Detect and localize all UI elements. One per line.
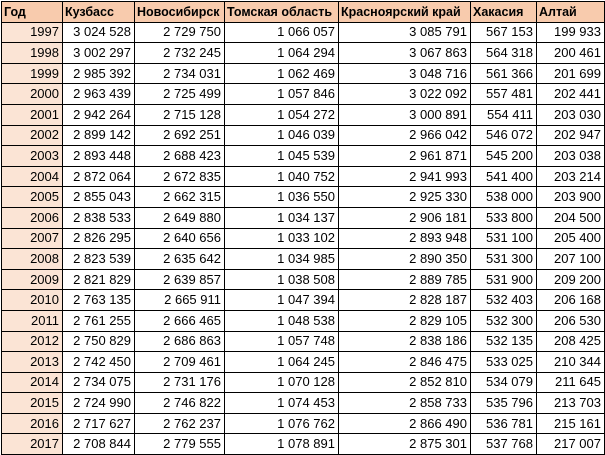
value-cell[interactable]: 2 961 871 <box>339 146 471 167</box>
year-cell[interactable]: 2010 <box>2 290 63 311</box>
value-cell[interactable]: 2 963 439 <box>63 84 135 105</box>
value-cell[interactable]: 3 024 528 <box>63 22 135 43</box>
value-cell[interactable]: 3 022 092 <box>339 84 471 105</box>
table-row <box>2 104 605 125</box>
value-cell[interactable]: 2 725 499 <box>135 84 225 105</box>
value-cell[interactable]: 554 411 <box>471 104 537 125</box>
value-cell[interactable]: 535 796 <box>471 393 537 414</box>
value-cell[interactable]: 199 933 <box>537 22 605 43</box>
value-cell[interactable]: 2 717 627 <box>63 413 135 434</box>
value-cell[interactable]: 2 672 835 <box>135 166 225 187</box>
value-cell[interactable]: 210 344 <box>537 352 605 373</box>
value-cell[interactable]: 2 734 075 <box>63 372 135 393</box>
table-row <box>2 43 605 64</box>
value-cell[interactable]: 203 900 <box>537 187 605 208</box>
value-cell[interactable]: 2 763 135 <box>63 290 135 311</box>
value-cell[interactable]: 1 038 508 <box>225 269 339 290</box>
value-cell[interactable]: 203 030 <box>537 104 605 125</box>
value-cell[interactable]: 2 846 475 <box>339 352 471 373</box>
year-cell[interactable]: 2007 <box>2 228 63 249</box>
year-cell[interactable]: 1997 <box>2 22 63 43</box>
year-cell[interactable]: 2000 <box>2 84 63 105</box>
year-cell[interactable]: 2017 <box>2 434 63 455</box>
value-cell[interactable]: 2 858 733 <box>339 393 471 414</box>
value-cell[interactable]: 215 161 <box>537 413 605 434</box>
year-cell[interactable]: 2005 <box>2 187 63 208</box>
value-cell[interactable]: 2 889 785 <box>339 269 471 290</box>
year-cell[interactable]: 2001 <box>2 104 63 125</box>
table-row <box>2 331 605 352</box>
year-cell[interactable]: 2011 <box>2 310 63 331</box>
value-cell[interactable]: 2 662 315 <box>135 187 225 208</box>
value-cell[interactable]: 3 085 791 <box>339 22 471 43</box>
value-cell[interactable]: 531 300 <box>471 249 537 270</box>
table-row <box>2 146 605 167</box>
value-cell[interactable]: 2 746 822 <box>135 393 225 414</box>
table-row <box>2 84 605 105</box>
table-row <box>2 207 605 228</box>
value-cell[interactable]: 211 645 <box>537 372 605 393</box>
value-cell[interactable]: 1 057 748 <box>225 331 339 352</box>
value-cell[interactable]: 1 062 469 <box>225 63 339 84</box>
value-cell[interactable]: 2 639 857 <box>135 269 225 290</box>
value-cell[interactable]: 1 070 128 <box>225 372 339 393</box>
value-cell[interactable]: 1 074 453 <box>225 393 339 414</box>
table-body <box>2 22 605 454</box>
value-cell[interactable]: 567 153 <box>471 22 537 43</box>
table-row <box>2 372 605 393</box>
header-row <box>2 2 605 23</box>
value-cell[interactable]: 534 079 <box>471 372 537 393</box>
year-cell[interactable]: 2012 <box>2 331 63 352</box>
value-cell[interactable]: 206 168 <box>537 290 605 311</box>
value-cell[interactable]: 1 045 539 <box>225 146 339 167</box>
value-cell[interactable]: 2 640 656 <box>135 228 225 249</box>
table-row <box>2 187 605 208</box>
value-cell[interactable]: 2 893 948 <box>339 228 471 249</box>
value-cell[interactable]: 532 300 <box>471 310 537 331</box>
header-novosibirsk[interactable]: Новосибирск <box>135 2 225 23</box>
value-cell[interactable]: 2 826 295 <box>63 228 135 249</box>
value-cell[interactable]: 545 200 <box>471 146 537 167</box>
table-row <box>2 166 605 187</box>
value-cell[interactable]: 202 441 <box>537 84 605 105</box>
value-cell[interactable]: 1 034 985 <box>225 249 339 270</box>
header-tomsk[interactable]: Томская область <box>225 2 339 23</box>
table-row <box>2 63 605 84</box>
value-cell[interactable]: 546 072 <box>471 125 537 146</box>
header-kuzbass[interactable]: Кузбасс <box>63 2 135 23</box>
value-cell[interactable]: 209 200 <box>537 269 605 290</box>
year-cell[interactable]: 1999 <box>2 63 63 84</box>
year-cell[interactable]: 2016 <box>2 413 63 434</box>
value-cell[interactable]: 3 048 716 <box>339 63 471 84</box>
value-cell[interactable]: 1 064 245 <box>225 352 339 373</box>
value-cell[interactable]: 561 366 <box>471 63 537 84</box>
value-cell[interactable]: 557 481 <box>471 84 537 105</box>
value-cell[interactable]: 208 425 <box>537 331 605 352</box>
value-cell[interactable]: 1 033 102 <box>225 228 339 249</box>
year-cell[interactable]: 2006 <box>2 207 63 228</box>
value-cell[interactable]: 2 875 301 <box>339 434 471 455</box>
value-cell[interactable]: 537 768 <box>471 434 537 455</box>
value-cell[interactable]: 533 025 <box>471 352 537 373</box>
year-cell[interactable]: 1998 <box>2 43 63 64</box>
value-cell[interactable]: 204 500 <box>537 207 605 228</box>
value-cell[interactable]: 3 067 863 <box>339 43 471 64</box>
value-cell[interactable]: 2 985 392 <box>63 63 135 84</box>
value-cell[interactable]: 201 699 <box>537 63 605 84</box>
value-cell[interactable]: 2 828 187 <box>339 290 471 311</box>
value-cell[interactable]: 2 742 450 <box>63 352 135 373</box>
header-khakassia[interactable]: Хакасия <box>471 2 537 23</box>
value-cell[interactable]: 2 872 064 <box>63 166 135 187</box>
value-cell[interactable]: 2 708 844 <box>63 434 135 455</box>
value-cell[interactable]: 2 666 465 <box>135 310 225 331</box>
value-cell[interactable]: 1 034 137 <box>225 207 339 228</box>
value-cell[interactable]: 2 709 461 <box>135 352 225 373</box>
value-cell[interactable]: 2 966 042 <box>339 125 471 146</box>
value-cell[interactable]: 3 002 297 <box>63 43 135 64</box>
value-cell[interactable]: 205 400 <box>537 228 605 249</box>
value-cell[interactable]: 1 046 039 <box>225 125 339 146</box>
table-row <box>2 269 605 290</box>
table-row <box>2 290 605 311</box>
value-cell[interactable]: 2 906 181 <box>339 207 471 228</box>
value-cell[interactable]: 541 400 <box>471 166 537 187</box>
value-cell[interactable]: 531 900 <box>471 269 537 290</box>
value-cell[interactable]: 2 893 448 <box>63 146 135 167</box>
value-cell[interactable]: 203 038 <box>537 146 605 167</box>
value-cell[interactable]: 213 703 <box>537 393 605 414</box>
value-cell[interactable]: 203 214 <box>537 166 605 187</box>
year-cell[interactable]: 2013 <box>2 352 63 373</box>
value-cell[interactable]: 2 855 043 <box>63 187 135 208</box>
value-cell[interactable]: 1 064 294 <box>225 43 339 64</box>
value-cell[interactable]: 2 732 245 <box>135 43 225 64</box>
value-cell[interactable]: 200 461 <box>537 43 605 64</box>
year-cell[interactable]: 2002 <box>2 125 63 146</box>
table-row <box>2 393 605 414</box>
value-cell[interactable]: 2 688 423 <box>135 146 225 167</box>
value-cell[interactable]: 531 100 <box>471 228 537 249</box>
value-cell[interactable]: 1 054 272 <box>225 104 339 125</box>
value-cell[interactable]: 2 852 810 <box>339 372 471 393</box>
table-row <box>2 228 605 249</box>
value-cell[interactable]: 2 866 490 <box>339 413 471 434</box>
value-cell[interactable]: 532 135 <box>471 331 537 352</box>
value-cell[interactable]: 1 048 538 <box>225 310 339 331</box>
table-row <box>2 125 605 146</box>
header-krasnoyarsk[interactable]: Красноярский край <box>339 2 471 23</box>
value-cell[interactable]: 202 947 <box>537 125 605 146</box>
value-cell[interactable]: 2 724 990 <box>63 393 135 414</box>
value-cell[interactable]: 2 823 539 <box>63 249 135 270</box>
value-cell[interactable]: 538 000 <box>471 187 537 208</box>
value-cell[interactable]: 2 761 255 <box>63 310 135 331</box>
value-cell[interactable]: 2 941 993 <box>339 166 471 187</box>
value-cell[interactable]: 2 899 142 <box>63 125 135 146</box>
value-cell[interactable]: 564 318 <box>471 43 537 64</box>
table-row <box>2 413 605 434</box>
value-cell[interactable]: 207 100 <box>537 249 605 270</box>
value-cell[interactable]: 2 686 863 <box>135 331 225 352</box>
value-cell[interactable]: 2 692 251 <box>135 125 225 146</box>
value-cell[interactable]: 217 007 <box>537 434 605 455</box>
value-cell[interactable]: 2 838 186 <box>339 331 471 352</box>
value-cell[interactable]: 2 635 642 <box>135 249 225 270</box>
value-cell[interactable]: 2 715 128 <box>135 104 225 125</box>
year-cell[interactable]: 2014 <box>2 372 63 393</box>
value-cell[interactable]: 1 040 752 <box>225 166 339 187</box>
year-cell[interactable]: 2009 <box>2 269 63 290</box>
value-cell[interactable]: 536 781 <box>471 413 537 434</box>
value-cell[interactable]: 2 838 533 <box>63 207 135 228</box>
header-year[interactable]: Год <box>2 2 63 23</box>
value-cell[interactable]: 2 731 176 <box>135 372 225 393</box>
value-cell[interactable]: 2 734 031 <box>135 63 225 84</box>
value-cell[interactable]: 3 000 891 <box>339 104 471 125</box>
header-altai[interactable]: Алтай <box>537 2 605 23</box>
table-row <box>2 22 605 43</box>
value-cell[interactable]: 2 665 911 <box>135 290 225 311</box>
value-cell[interactable]: 2 821 829 <box>63 269 135 290</box>
value-cell[interactable]: 1 036 550 <box>225 187 339 208</box>
value-cell[interactable]: 1 047 394 <box>225 290 339 311</box>
value-cell[interactable]: 2 649 880 <box>135 207 225 228</box>
year-cell[interactable]: 2003 <box>2 146 63 167</box>
year-cell[interactable]: 2004 <box>2 166 63 187</box>
table-row <box>2 434 605 455</box>
value-cell[interactable]: 533 800 <box>471 207 537 228</box>
value-cell[interactable]: 2 729 750 <box>135 22 225 43</box>
value-cell[interactable]: 1 066 057 <box>225 22 339 43</box>
table-row <box>2 352 605 373</box>
value-cell[interactable]: 2 942 264 <box>63 104 135 125</box>
year-cell[interactable]: 2015 <box>2 393 63 414</box>
value-cell[interactable]: 1 076 762 <box>225 413 339 434</box>
value-cell[interactable]: 2 779 555 <box>135 434 225 455</box>
population-table <box>1 1 605 455</box>
value-cell[interactable]: 2 829 105 <box>339 310 471 331</box>
value-cell[interactable]: 1 057 846 <box>225 84 339 105</box>
value-cell[interactable]: 206 530 <box>537 310 605 331</box>
value-cell[interactable]: 532 403 <box>471 290 537 311</box>
value-cell[interactable]: 2 925 330 <box>339 187 471 208</box>
value-cell[interactable]: 2 890 350 <box>339 249 471 270</box>
value-cell[interactable]: 2 762 237 <box>135 413 225 434</box>
value-cell[interactable]: 2 750 829 <box>63 331 135 352</box>
year-cell[interactable]: 2008 <box>2 249 63 270</box>
table-row <box>2 249 605 270</box>
value-cell[interactable]: 1 078 891 <box>225 434 339 455</box>
table-row <box>2 310 605 331</box>
